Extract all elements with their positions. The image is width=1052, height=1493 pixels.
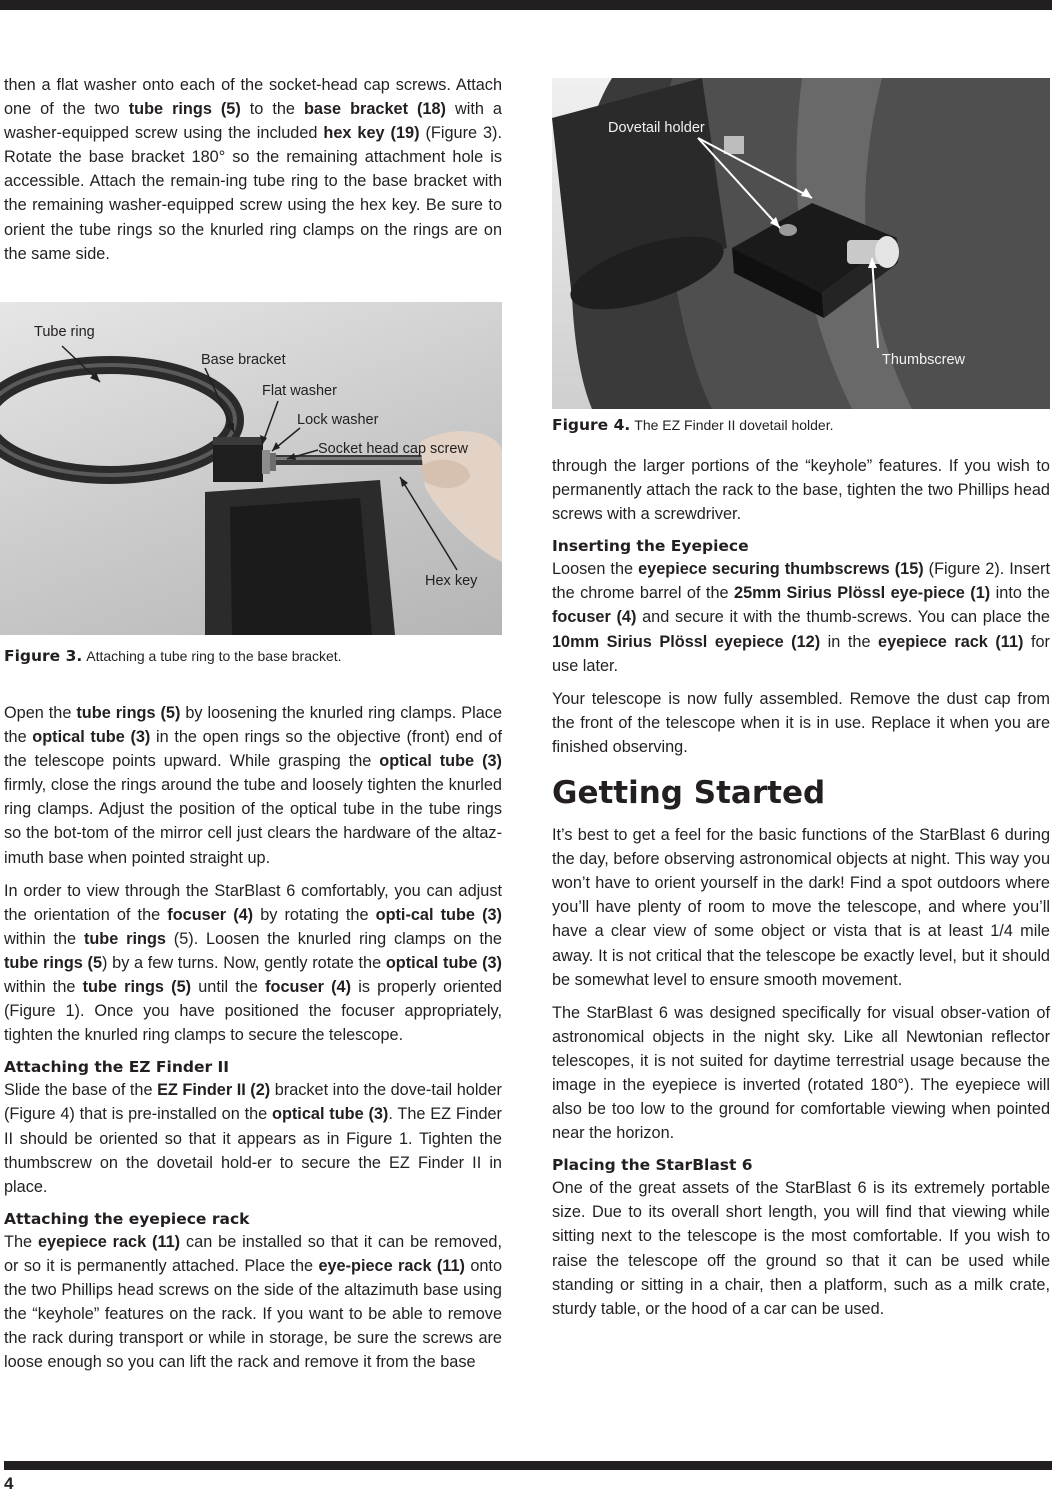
text-run: ) by a few turns. Now, gently rotate the	[102, 953, 386, 972]
figure-4-number: Figure 4.	[552, 416, 631, 434]
bold-term: tube rings (5)	[76, 704, 181, 722]
bold-term: eyepiece rack (11)	[37, 1232, 181, 1251]
bold-term: eyepiece securing thumbscrews (15)	[638, 560, 924, 579]
label-tube-ring: Tube ring	[34, 324, 95, 340]
text-run: (5). Loosen the knurled ring clamps on the	[165, 929, 502, 948]
bold-term: eye-piece rack (11)	[318, 1256, 465, 1275]
page-number: 4	[4, 1474, 14, 1493]
bold-term: 10mm Sirius Plössl eyepiece (12)	[552, 632, 821, 651]
figure-4-caption	[552, 416, 833, 434]
figure-4-photo	[552, 78, 1050, 409]
label-dovetail-holder: Dovetail holder	[608, 120, 705, 136]
text-run: within the	[4, 929, 84, 948]
figure-3-number: Figure 3.	[4, 647, 83, 665]
bold-term: tube rings	[83, 929, 166, 948]
text-run: through the larger portions of the “keyhole” features. If you wish to permanently attach the rack to the base, tighten the two Phillips head screws with a screwdriver.	[552, 457, 1050, 524]
heading-inserting-eyepiece: Inserting the Eyepiece	[552, 537, 749, 556]
text-run: and secure it with the thumb-screws. You can place the	[636, 608, 1050, 627]
bold-term: focuser (4)	[552, 608, 637, 627]
left-column-top	[4, 73, 502, 266]
intro-paragraph	[4, 73, 502, 266]
text-run: The StarBlast 6 was designed specifically for visual obser-vation of astronomical objects in the night sky. Like all Newtonian reflector telescopes, it is not suited for daytime terrestrial usage because the image in the eyepiece is inverted (rotated 180°). The eyepiece will also be too low to the ground for comfortable viewing when pointed near the horizon.	[552, 1003, 1050, 1143]
text-run: with a washer-equipped screw using the included	[4, 100, 502, 143]
label-lock-washer: Lock washer	[297, 412, 379, 428]
bold-term: focuser (4)	[265, 978, 352, 997]
bold-term: optical tube (3)	[385, 953, 502, 972]
text-run: Open the	[4, 704, 77, 722]
bold-term: base bracket (18)	[303, 100, 446, 119]
left-column-bottom	[4, 701, 502, 1374]
label-socket-head-cap-screw: Socket head cap screw	[318, 441, 468, 457]
paragraph-designed-for-visual	[552, 1001, 1050, 1146]
paragraph-fully-assembled	[552, 687, 1050, 759]
paragraph-inserting-eyepiece	[552, 557, 1050, 677]
figure-3-caption	[4, 647, 342, 665]
figure-4-caption-text: The EZ Finder II dovetail holder.	[634, 417, 834, 433]
figure-3-photo	[0, 302, 502, 635]
bold-term: 25mm Sirius Plössl eye-piece (1)	[734, 584, 991, 603]
text-run: by rotating the	[253, 905, 376, 924]
bold-term: hex key (19)	[323, 124, 420, 143]
bold-term: focuser (4)	[167, 905, 254, 924]
label-hex-key: Hex key	[425, 573, 478, 589]
bold-term: tube rings (5)	[128, 100, 241, 119]
text-run: firmly, close the rings around the tube and loosely tighten the knurled ring clamps. Adjust the position of the optical tube in the tube rings so the bot-tom of the mirror cell just clears the hardware of the altaz-imuth base when pointed straight up.	[4, 776, 502, 867]
paragraph-keyhole-features	[552, 454, 1050, 526]
paragraph-ez-finder	[4, 1078, 502, 1198]
bold-term: tube rings (5	[4, 953, 103, 972]
bold-term: optical tube (3)	[379, 752, 502, 771]
text-run: One of the great assets of the StarBlast 6 is its extremely portable size. Due to its overall short length, you will find that viewing while sitting next to the telescope is the most comfortable. If you wish to raise the telescope off the ground so that it can be used while standing or sitting in a chair, then a platform, such as a milk crate, sturdy table, or the hood of a car can be used.	[552, 1179, 1050, 1318]
text-run: to the	[240, 100, 304, 119]
text-run: for use later.	[552, 632, 1050, 675]
heading-getting-started: Getting Started	[552, 775, 826, 812]
text-run: bracket into the dove-tail holder (Figure 4) that is pre-installed on the	[4, 1081, 502, 1124]
text-run: It’s best to get a feel for the basic functions of the StarBlast 6 during the day, before observing astronomical objects at night. This way you won’t have to orient yourself in the dark! Find a spot outdoors where you’ll have plenty of room to move the telescope, and where you’ll have a clear view of some object or vista that is at least 1/4 mile away. It is not critical that the telescope be exactly level, but it should be somewhat level to ensure smooth movement.	[552, 826, 1050, 989]
top-rule	[0, 0, 1052, 10]
label-base-bracket: Base bracket	[201, 352, 286, 368]
text-run: Loosen the	[552, 560, 639, 579]
paragraph-open-tube-rings	[4, 701, 502, 870]
paragraph-placing-starblast	[552, 1176, 1050, 1321]
heading-placing-starblast: Placing the StarBlast 6	[552, 1156, 753, 1175]
text-run: is properly oriented (Figure 1). Once you have positioned the focuser appropriately, tighten the knurled ring clamps to secure the telescope.	[4, 978, 502, 1045]
bold-term: eyepiece rack (11)	[878, 632, 1024, 651]
text-run: . The EZ Finder II should be oriented so that it appears as in Figure 1. Tighten the thumbscrew on the dovetail hold-er to secure the EZ Finder II in place.	[4, 1105, 502, 1196]
paragraph-orient-focuser	[4, 879, 502, 1048]
text-run: by loosening the knurled ring clamps. Place the	[4, 704, 502, 747]
text-run: The	[4, 1232, 38, 1251]
bold-term: optical tube (3)	[32, 728, 151, 747]
label-flat-washer: Flat washer	[262, 383, 337, 399]
bottom-rule	[4, 1461, 1052, 1470]
paragraph-eyepiece-rack	[4, 1230, 502, 1375]
label-thumbscrew: Thumbscrew	[882, 352, 965, 368]
bold-term: optical tube (3)	[272, 1105, 389, 1124]
text-run: (Figure 3). Rotate the base bracket 180° so the remaining attachment hole is accessible. Attach the remain-ing tube ring to the base bracket with the remaining washer-equipped screw using the hex key. Be sure to orient the tube rings so the knurled ring clamps on the rings are on the same side.	[4, 124, 502, 263]
heading-attaching-eyepiece-rack: Attaching the eyepiece rack	[4, 1209, 250, 1228]
right-column	[552, 454, 1050, 1321]
text-run: Your telescope is now fully assembled. Remove the dust cap from the front of the telescope when it is in use. Replace it when you are finished observing.	[552, 689, 1050, 756]
heading-attaching-ez-finder: Attaching the EZ Finder II	[4, 1058, 230, 1077]
text-run: In order to view through the StarBlast 6 comfortably, you can adjust the orientation of the	[4, 881, 502, 924]
paragraph-basic-functions	[552, 823, 1050, 992]
bold-term: EZ Finder II (2)	[157, 1081, 271, 1100]
text-run: in the open rings so the objective (front) end of the telescope points upward. While grasping the	[4, 728, 502, 771]
text-run: (Figure 2). Insert the chrome barrel of the	[552, 560, 1050, 603]
text-run: Slide the base of the	[4, 1081, 158, 1100]
bold-term: tube rings (5)	[82, 978, 192, 997]
text-run: then a flat washer onto each of the socket-head cap screws. Attach one of the two	[4, 76, 502, 119]
figure-3-caption-text: Attaching a tube ring to the base bracket.	[86, 648, 342, 664]
text-run: until the	[191, 978, 266, 997]
text-run: onto the two Phillips head screws on the side of the altazimuth base using the “keyhole” features on the rack. If you want to be able to remove the rack during transport or while in storage, be sure the screws are loose enough so you can lift the rack and remove it from the base	[4, 1256, 503, 1372]
text-run: can be installed so that it can be removed, or so it is permanently attached. Place the	[4, 1232, 502, 1275]
bold-term: opti-cal tube (3)	[375, 905, 502, 924]
text-run: within the	[4, 978, 83, 997]
text-run: into the	[990, 584, 1050, 603]
text-run: in the	[820, 632, 879, 651]
